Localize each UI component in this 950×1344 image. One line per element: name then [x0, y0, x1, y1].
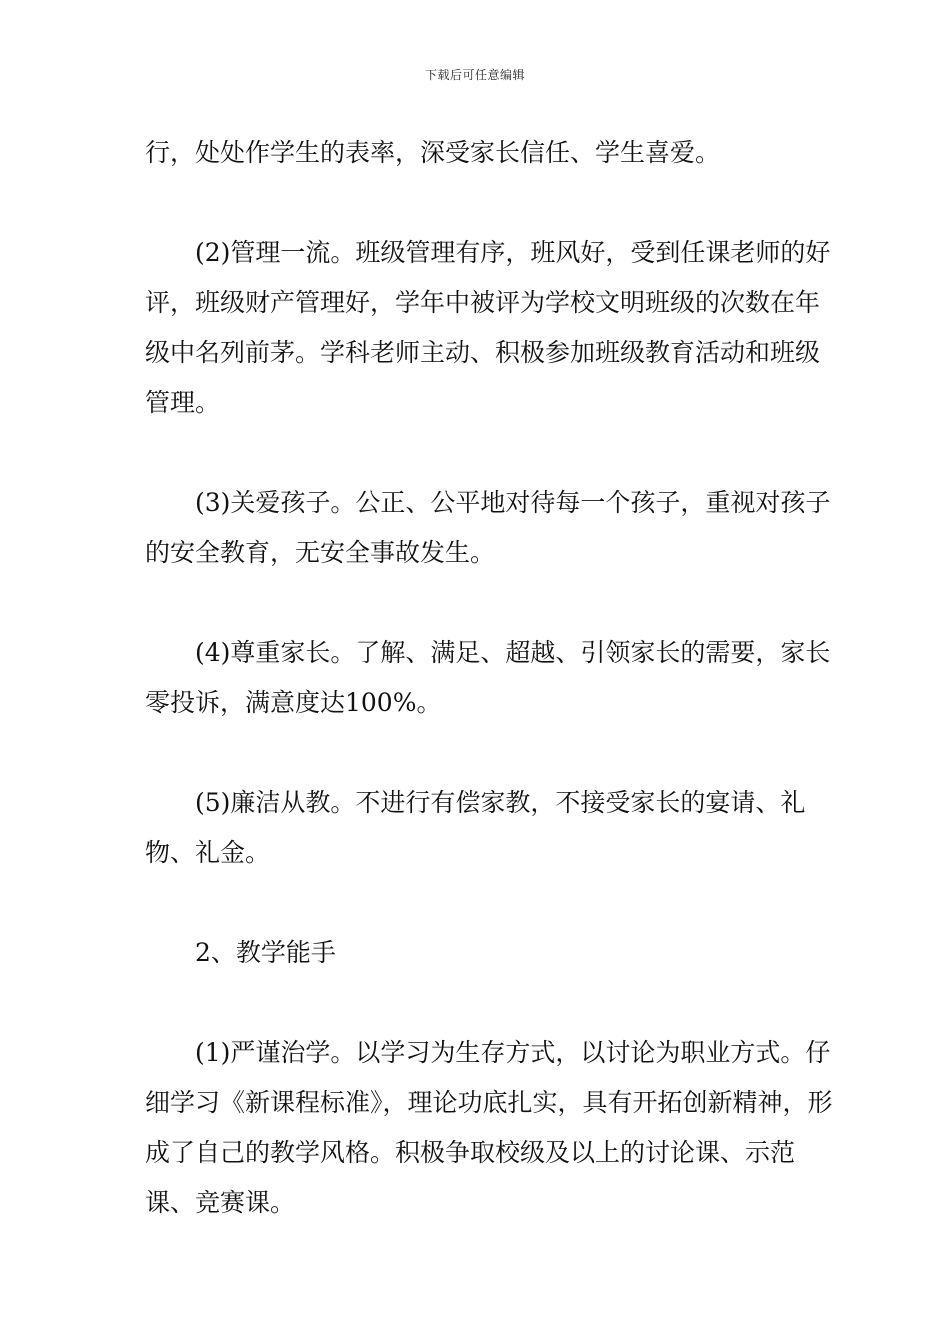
- paragraph-rigorous-study: (1)严谨治学。以学习为生存方式，以讨论为职业方式。仔细学习《新课程标准》，理论功底扎实，具有开拓创新精神，形成了自己的教学风格。积极争取校级及以上的讨论课、示范课、竞赛课。: [145, 1038, 833, 1217]
- paragraph-management: (2)管理一流。班级管理有序，班风好，受到任课老师的好评，班级财产管理好，学年中被评为学校文明班级的次数在年级中名列前茅。学科老师主动、积极参加班级教育活动和班级管理。: [145, 238, 831, 417]
- document-body: [145, 128, 835, 1278]
- paragraph-respect-parents: (4)尊重家长。了解、满足、超越、引领家长的需要，家长零投诉，满意度达100%。: [145, 638, 831, 717]
- header-note: 下载后可任意编辑: [424, 68, 525, 82]
- paragraph-continuation: 行，处处作学生的表率，深受家长信任、学生喜爱。: [145, 138, 721, 167]
- paragraph-care-for-children: (3)关爱孩子。公正、公平地对待每一个孩子，重视对孩子的安全教育，无安全事故发生。: [145, 488, 831, 567]
- paragraph-integrity: (5)廉洁从教。不进行有偿家教，不接受家长的宴请、礼物、礼金。: [145, 788, 806, 867]
- section-heading-teaching-expert: 2、教学能手: [195, 938, 336, 967]
